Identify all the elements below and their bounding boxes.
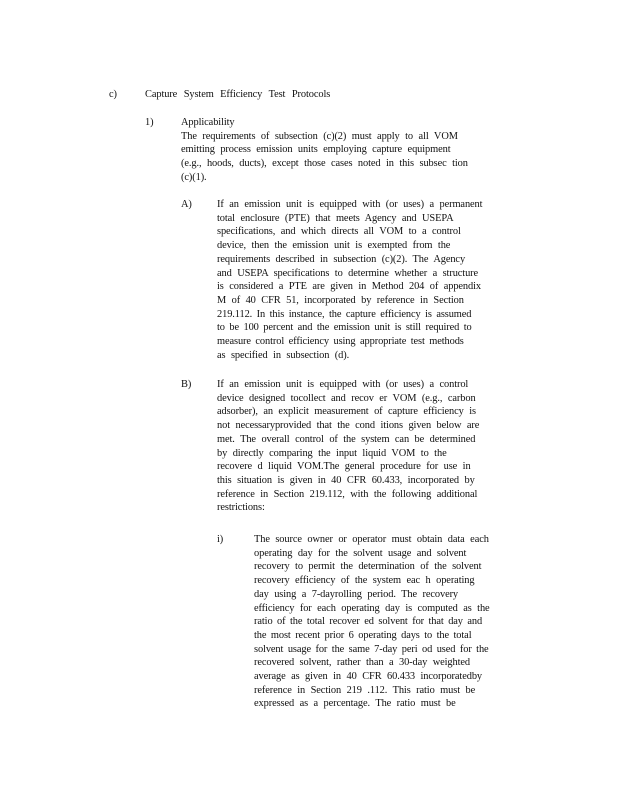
item-b-line: reference in Section 219.112, with the following additional xyxy=(217,488,478,500)
item-a-line: requirements described in subsection (c)(2). The Agency xyxy=(217,253,466,265)
item-b-line: met. The overall control of the system can be determined xyxy=(217,433,476,445)
item-i-line: day using a 7-dayrolling period. The recovery xyxy=(254,588,459,600)
item-i-line: the most recent prior 6 operating days to the total xyxy=(254,629,472,641)
item-b-line: restrictions: xyxy=(217,502,265,514)
item-i-line: recovered solvent, rather than a 30-day weighted xyxy=(254,657,471,669)
item-i-line: operating day for the solvent usage and solvent xyxy=(254,547,467,559)
item-a-line: If an emission unit is equipped with (or uses) a permanent xyxy=(217,199,483,210)
item-1-line: emitting process emission units employing capture equipment xyxy=(181,144,451,156)
item-a-marker: A) xyxy=(181,199,192,210)
item-a-line: total enclosure (PTE) that meets Agency and USEPA xyxy=(217,212,454,224)
item-i-line: expressed as a percentage. The ratio must be xyxy=(254,698,456,710)
item-a-line: as specified in subsection (d). xyxy=(217,349,350,361)
item-a-line: 219.112. In this instance, the capture efficiency is assumed xyxy=(217,308,472,320)
item-i-marker: i) xyxy=(217,534,224,545)
item-i-line: recovery to permit the determination of the solvent xyxy=(254,561,482,573)
item-1-title: Applicability xyxy=(181,117,235,128)
item-a-line: is considered a PTE are given in Method 204 of appendix xyxy=(217,281,482,293)
item-a-line: device, then the emission unit is exempted from the xyxy=(217,240,451,252)
item-a-line: measure control efficiency using appropriate test methods xyxy=(217,336,464,347)
item-b-line: not necessaryprovided that the cond itions given below are xyxy=(217,420,480,432)
item-b-line: this situation is given in 40 CFR 60.433, incorporated by xyxy=(217,474,475,486)
item-1-line: (e.g., hoods, ducts), except those cases noted in this subsec tion xyxy=(181,158,468,170)
item-i-line: ratio of the total recover ed solvent for that day and xyxy=(254,616,483,628)
item-i-line: reference in Section 219 .112. This ratio must be xyxy=(254,684,476,696)
item-b-line: adsorber), an explicit measurement of capture efficiency is xyxy=(217,406,476,418)
item-a-line: specifications, and which directs all VOM to a control xyxy=(217,226,461,238)
item-i-line: solvent usage for the same 7-day peri od used for the xyxy=(254,643,489,655)
item-1-line: (c)(1). xyxy=(181,171,207,183)
item-i-line: The source owner or operator must obtain data each xyxy=(254,534,489,545)
section-c-heading: Capture System Efficiency Test Protocols xyxy=(145,89,331,100)
item-i-line: recovery efficiency of the system eac h operating xyxy=(254,575,475,587)
section-c-marker: c) xyxy=(109,89,117,100)
item-a-line: M of 40 CFR 51, incorporated by reference in Section xyxy=(217,294,464,306)
item-b-line: by directly comparing the input liquid VOM to the xyxy=(217,447,447,459)
item-b-line: recovere d liquid VOM.The general procedure for use in xyxy=(217,461,471,473)
item-a-line: to be 100 percent and the emission unit is still required to xyxy=(217,322,472,334)
item-i-line: efficiency for each operating day is computed as the xyxy=(254,602,490,614)
item-b-line: device designed tocollect and recov er VOM (e.g., carbon xyxy=(217,392,476,404)
item-b-marker: B) xyxy=(181,379,192,390)
item-b-line: If an emission unit is equipped with (or uses) a control xyxy=(217,379,469,390)
item-1-line: The requirements of subsection (c)(2) must apply to all VOM xyxy=(181,130,458,142)
item-i-line: average as given in 40 CFR 60.433 incorporatedby xyxy=(254,671,483,682)
item-1-marker: 1) xyxy=(145,117,154,128)
item-a-line: and USEPA specifications to determine whether a structure xyxy=(217,267,479,279)
